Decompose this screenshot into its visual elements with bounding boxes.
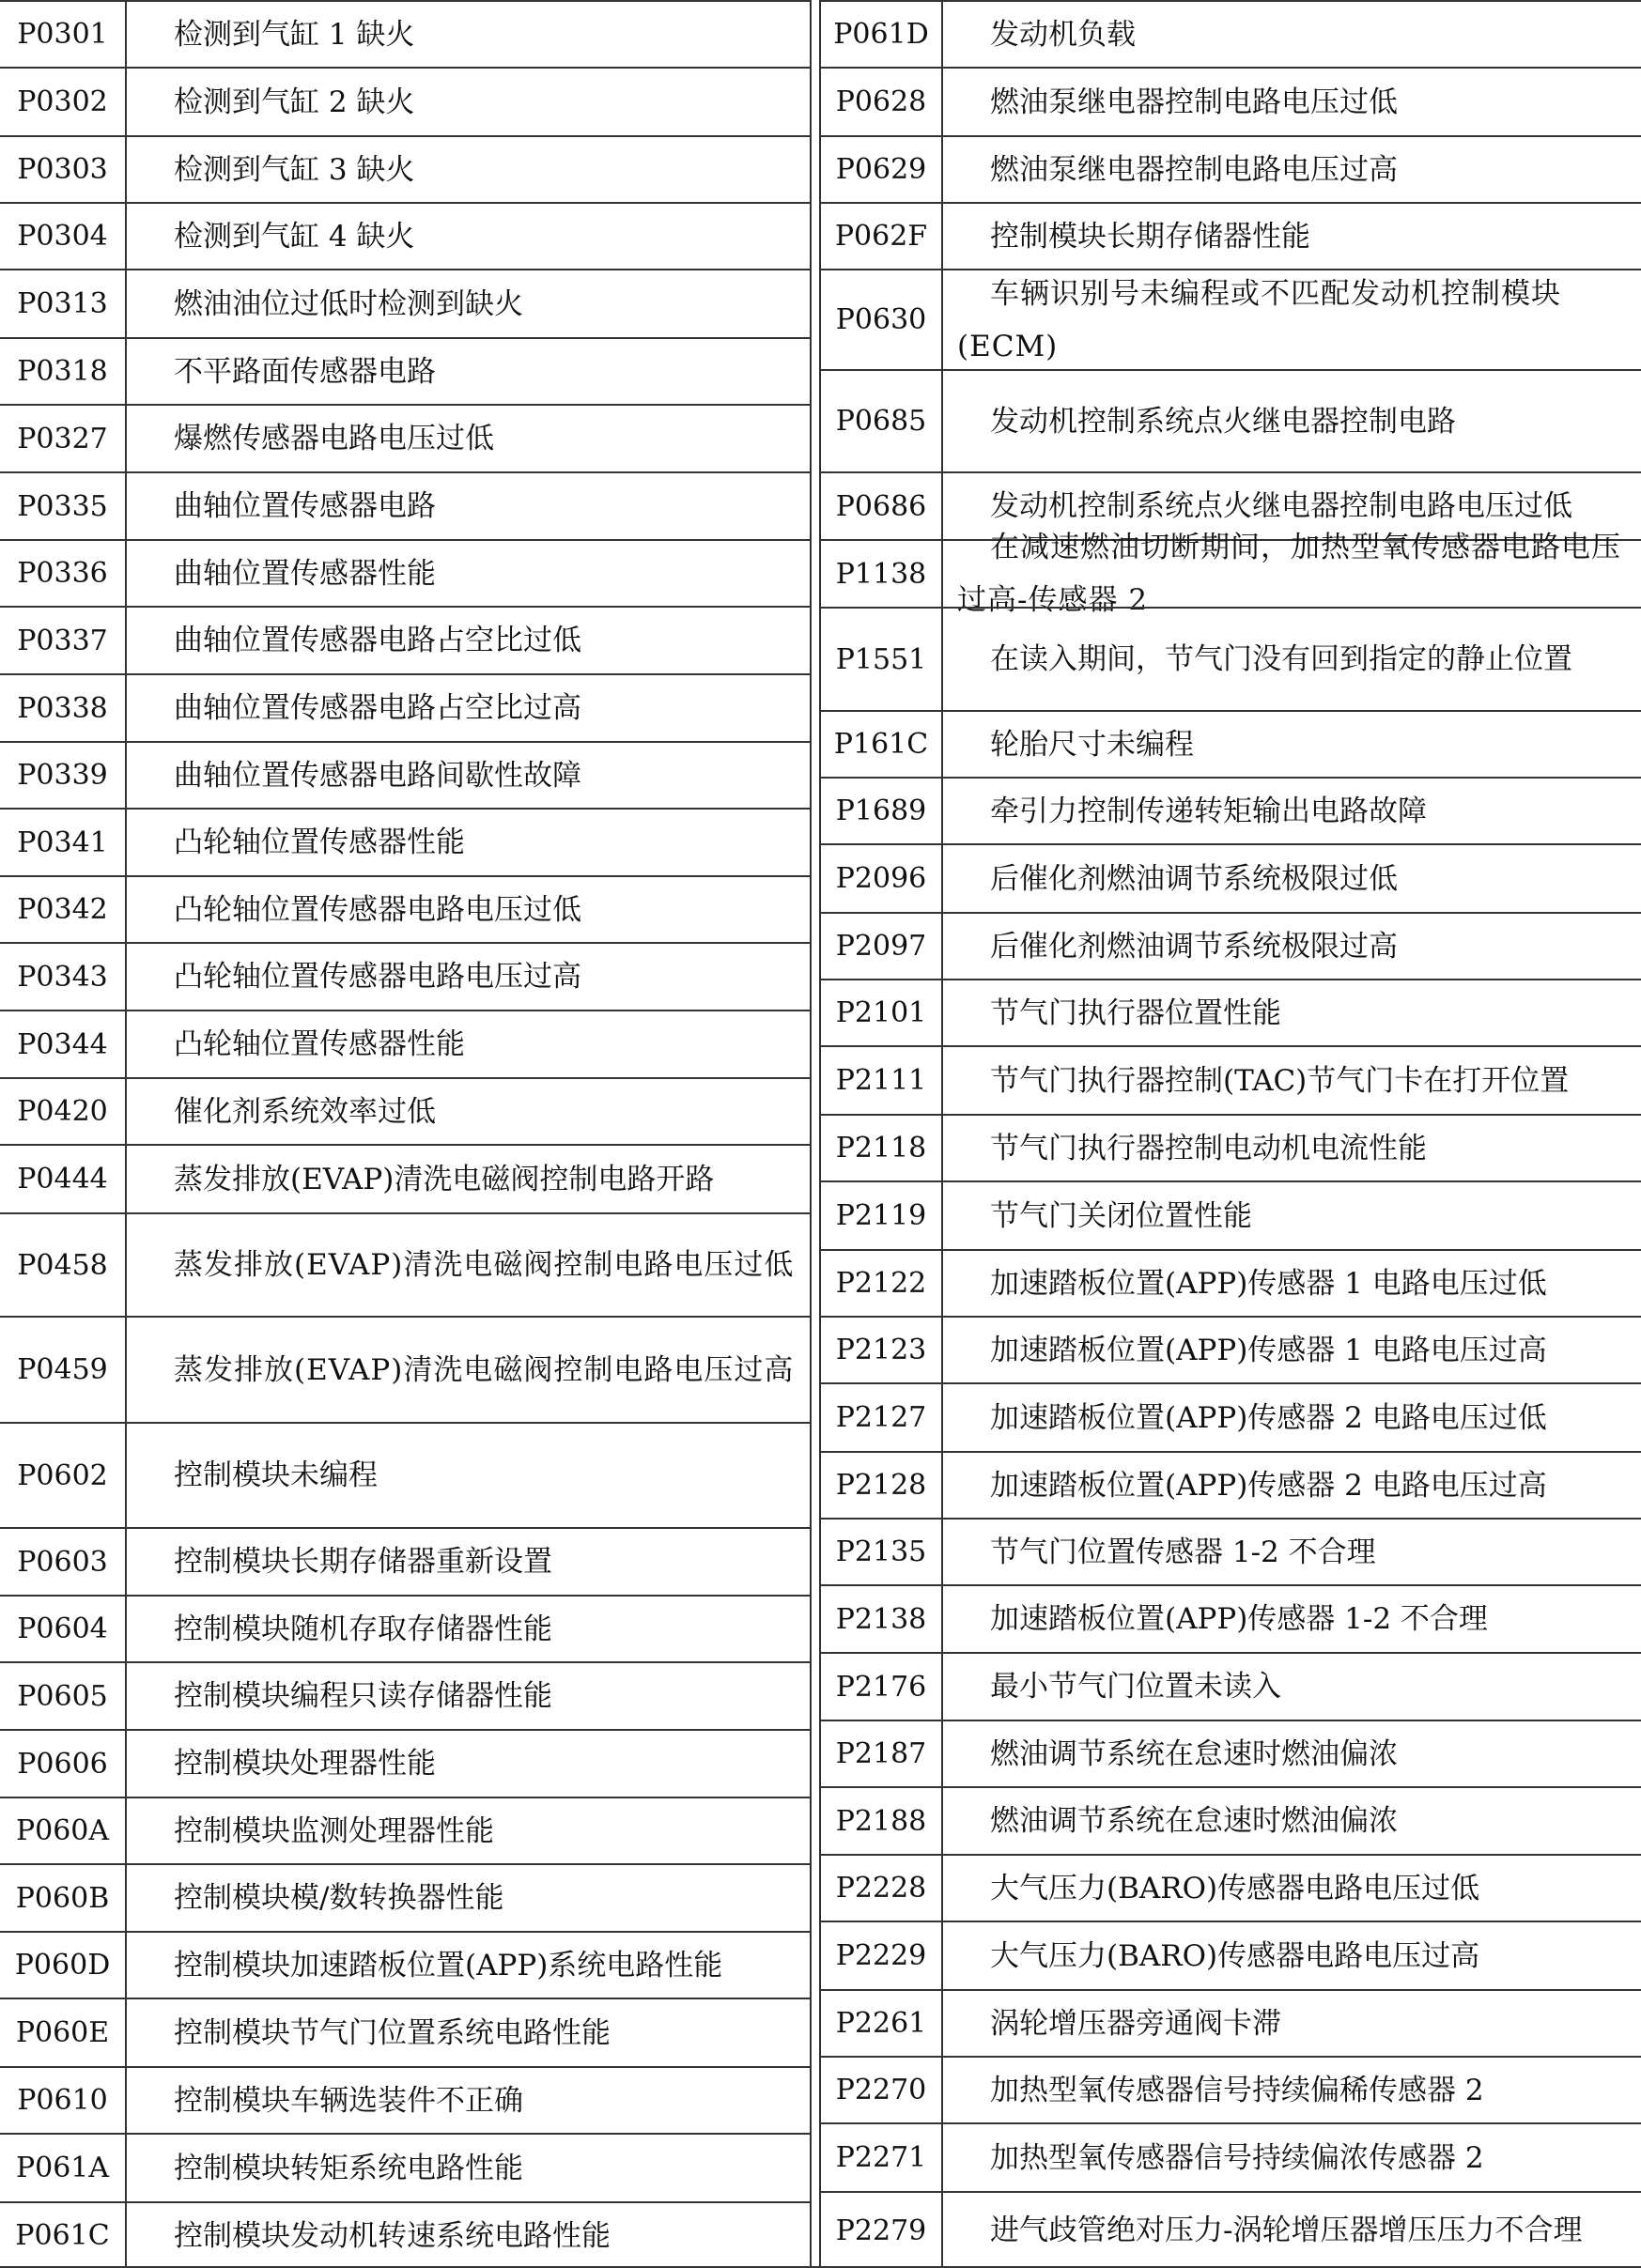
dtc-description: 曲轴位置传感器电路占空比过低 [174, 624, 581, 657]
dtc-code: P2261 [821, 1991, 943, 2056]
dtc-code: P2101 [821, 980, 943, 1045]
dtc-description: 燃油调节系统在怠速时燃油偏浓 [990, 1804, 1398, 1838]
dtc-description: 燃油调节系统在怠速时燃油偏浓 [990, 1736, 1398, 1771]
table-row [821, 531, 1641, 617]
dtc-description: 节气门关闭位置性能 [990, 1198, 1252, 1233]
dtc-code: P2279 [821, 2193, 943, 2268]
dtc-description: 蒸发排放(EVAP)清洗电磁阀控制电路开路 [174, 1162, 715, 1196]
dtc-description: 控制模块发动机转速系统电路性能 [174, 2218, 611, 2253]
dtc-code: P1551 [821, 609, 943, 710]
table-row [821, 1180, 1641, 1249]
table-row [0, 1212, 810, 1316]
dtc-code: P2128 [821, 1453, 943, 1518]
table-row [821, 1382, 1641, 1451]
dtc-code: P0606 [0, 1731, 127, 1797]
dtc-description [943, 531, 1641, 617]
dtc-description: 凸轮轴位置传感器电路电压过高 [174, 960, 581, 994]
table-row [821, 2122, 1641, 2191]
dtc-code: P0343 [0, 944, 127, 1010]
dtc-description: 涡轮增压器旁通阀卡滞 [990, 2006, 1281, 2041]
dtc-description: 控制模块模/数转换器性能 [174, 1881, 504, 1915]
table-row [821, 979, 1641, 1045]
table-row [821, 2191, 1641, 2268]
dtc-code: P2135 [821, 1520, 943, 1584]
dtc-description: 控制模块长期存储器性能 [990, 219, 1310, 254]
dtc-code: P0604 [0, 1597, 127, 1661]
dtc-description: 控制模块未编程 [174, 1458, 378, 1492]
dtc-code: P0327 [0, 406, 127, 471]
dtc-code: P060B [0, 1865, 127, 1931]
table-row [0, 269, 810, 337]
dtc-description-text: 车辆识别号未编程或不匹配发动机控制模块(ECM) [957, 276, 1561, 363]
dtc-description: 轮胎尺寸未编程 [990, 727, 1194, 762]
dtc-description: 最小节气门位置未读入 [990, 1670, 1281, 1704]
dtc-description: 爆燃传感器电路电压过低 [174, 422, 494, 455]
dtc-code: P2123 [821, 1318, 943, 1382]
dtc-description [127, 1318, 810, 1422]
dtc-code: P1689 [821, 779, 943, 843]
dtc-description: 控制模块转矩系统电路性能 [174, 2151, 523, 2185]
dtc-code: P0301 [0, 2, 127, 67]
dtc-code: P1138 [821, 541, 943, 607]
dtc-code: P0444 [0, 1146, 127, 1212]
dtc-code: P0685 [821, 371, 943, 471]
dtc-code: P2138 [821, 1586, 943, 1652]
table-row [0, 2133, 810, 2201]
dtc-code: P0602 [0, 1424, 127, 1527]
table-row [0, 1422, 810, 1527]
dtc-description: 发动机控制系统点火继电器控制电路电压过低 [990, 489, 1572, 523]
table-row [821, 1045, 1641, 1114]
table-row [0, 808, 810, 875]
dtc-description: 检测到气缸 3 缺火 [174, 152, 415, 187]
table-row [821, 1854, 1641, 1921]
dtc-code: P2270 [821, 2058, 943, 2122]
table-row [0, 1998, 810, 2066]
dtc-code: P061C [0, 2203, 127, 2268]
table-row [821, 67, 1641, 135]
dtc-code: P0318 [0, 339, 127, 404]
dtc-code: P0302 [0, 69, 127, 135]
dtc-description: 燃油油位过低时检测到缺火 [174, 286, 523, 321]
column-divider-inner [819, 0, 821, 2268]
dtc-description: 加速踏板位置(APP)传感器 1-2 不合理 [990, 1602, 1488, 1636]
table-row [0, 942, 810, 1010]
dtc-code: P0420 [0, 1079, 127, 1144]
dtc-description: 牵引力控制传递转矩输出电路故障 [990, 794, 1427, 828]
dtc-code: P0605 [0, 1663, 127, 1729]
dtc-code: P0337 [0, 608, 127, 673]
table-row [821, 2056, 1641, 2122]
dtc-description: 节气门执行器位置性能 [990, 995, 1281, 1030]
dtc-description: 大气压力(BARO)传感器电路电压过低 [990, 1871, 1480, 1905]
dtc-code: P061A [0, 2135, 127, 2201]
table-row [821, 135, 1641, 202]
dtc-description: 凸轮轴位置传感器性能 [174, 825, 465, 859]
dtc-code: P0610 [0, 2068, 127, 2133]
dtc-description: 曲轴位置传感器电路占空比过高 [174, 691, 581, 725]
table-row [821, 1989, 1641, 2056]
table-row [0, 2066, 810, 2133]
table-row [0, 135, 810, 202]
table-row [821, 1518, 1641, 1584]
dtc-description: 后催化剂燃油调节系统极限过高 [990, 929, 1398, 964]
table-row [0, 67, 810, 135]
dtc-description: 发动机负载 [990, 17, 1136, 52]
dtc-description: 加热型氧传感器信号持续偏稀传感器 2 [990, 2073, 1484, 2107]
table-row [821, 843, 1641, 912]
dtc-description-text: 在减速燃油切断期间，加热型氧传感器电路电压过高-传感器 2 [957, 531, 1621, 617]
dtc-code: P2271 [821, 2124, 943, 2191]
dtc-description: 控制模块监测处理器性能 [174, 1813, 494, 1848]
dtc-code: P0344 [0, 1011, 127, 1077]
table-row [821, 710, 1641, 777]
dtc-description [127, 1214, 810, 1316]
dtc-description: 催化剂系统效率过低 [174, 1094, 436, 1129]
dtc-description: 加速踏板位置(APP)传感器 1 电路电压过高 [990, 1333, 1547, 1367]
dtc-description: 发动机控制系统点火继电器控制电路 [990, 404, 1456, 439]
table-row [0, 1931, 810, 1998]
table-row [0, 875, 810, 942]
dtc-description: 控制模块随机存取存储器性能 [174, 1612, 552, 1646]
table-row [0, 1316, 810, 1422]
table-row [821, 1451, 1641, 1518]
dtc-code: P0341 [0, 810, 127, 875]
dtc-code: P2229 [821, 1922, 943, 1989]
table-row [821, 1249, 1641, 1316]
dtc-description: 节气门位置传感器 1-2 不合理 [990, 1535, 1376, 1569]
dtc-description: 大气压力(BARO)传感器电路电压过高 [990, 1938, 1480, 1973]
table-row [0, 337, 810, 404]
table-row [821, 202, 1641, 269]
dtc-description: 曲轴位置传感器电路 [174, 489, 436, 523]
dtc-description: 加速踏板位置(APP)传感器 2 电路电压过低 [990, 1400, 1547, 1435]
dtc-description: 控制模块长期存储器重新设置 [174, 1545, 552, 1579]
dtc-code: P2228 [821, 1856, 943, 1921]
dtc-code: P060A [0, 1798, 127, 1863]
table-row [0, 1010, 810, 1077]
dtc-code: P061D [821, 2, 943, 67]
dtc-code: P0304 [0, 204, 127, 269]
dtc-description: 节气门执行器控制(TAC)节气门卡在打开位置 [990, 1063, 1570, 1098]
table-row [0, 539, 810, 606]
dtc-code: P0313 [0, 270, 127, 337]
table-row [821, 607, 1641, 710]
dtc-description [943, 270, 1641, 369]
dtc-code: P062F [821, 204, 943, 269]
dtc-code: P0628 [821, 69, 943, 135]
dtc-code: P0459 [0, 1318, 127, 1422]
dtc-description: 节气门执行器控制电动机电流性能 [990, 1131, 1427, 1165]
dtc-description: 凸轮轴位置传感器电路电压过低 [174, 892, 581, 927]
table-row [0, 404, 810, 471]
dtc-description-text: 蒸发排放(EVAP)清洗电磁阀控制电路电压过高 [174, 1352, 795, 1387]
dtc-description: 后催化剂燃油调节系统极限过低 [990, 861, 1398, 896]
dtc-code: P2119 [821, 1182, 943, 1249]
dtc-code: P060D [0, 1933, 127, 1998]
dtc-code: P0338 [0, 675, 127, 741]
table-row [0, 1077, 810, 1144]
dtc-description: 控制模块编程只读存储器性能 [174, 1679, 552, 1713]
dtc-description: 控制模块节气门位置系统电路性能 [174, 2015, 611, 2050]
table-row [821, 1720, 1641, 1786]
table-row [821, 777, 1641, 843]
table-row [821, 1652, 1641, 1720]
table-row [0, 1797, 810, 1863]
table-row [0, 202, 810, 269]
table-row [821, 1316, 1641, 1382]
dtc-description-text: 蒸发排放(EVAP)清洗电磁阀控制电路电压过低 [174, 1248, 795, 1282]
dtc-code: P2127 [821, 1384, 943, 1451]
dtc-description: 加速踏板位置(APP)传感器 1 电路电压过低 [990, 1266, 1547, 1301]
dtc-code: P2111 [821, 1047, 943, 1114]
dtc-description: 控制模块处理器性能 [174, 1747, 436, 1781]
table-row [0, 1863, 810, 1931]
table-row [821, 269, 1641, 369]
table-row [821, 0, 1641, 67]
dtc-description: 不平路面传感器电路 [174, 354, 436, 389]
table-row [821, 1786, 1641, 1854]
dtc-code: P0629 [821, 137, 943, 202]
dtc-code: P060E [0, 1999, 127, 2066]
dtc-description: 检测到气缸 2 缺火 [174, 85, 415, 119]
dtc-code: P2176 [821, 1654, 943, 1720]
dtc-code: P0603 [0, 1529, 127, 1595]
table-row [821, 369, 1641, 471]
dtc-code: P0458 [0, 1214, 127, 1316]
table-row [0, 1144, 810, 1212]
table-row [0, 673, 810, 741]
dtc-code: P0686 [821, 473, 943, 539]
dtc-description: 加热型氧传感器信号持续偏浓传感器 2 [990, 2140, 1484, 2175]
table-row [0, 1661, 810, 1729]
table-row [821, 1584, 1641, 1652]
table-row [0, 741, 810, 808]
table-row [0, 1729, 810, 1797]
dtc-description: 检测到气缸 1 缺火 [174, 17, 415, 52]
dtc-description: 控制模块车辆选装件不正确 [174, 2083, 523, 2118]
table-row [0, 2201, 810, 2268]
dtc-description: 进气歧管绝对压力-涡轮增压器增压压力不合理 [990, 2214, 1583, 2247]
dtc-code: P2096 [821, 845, 943, 912]
table-row [821, 912, 1641, 979]
dtc-description: 燃油泵继电器控制电路电压过低 [990, 85, 1398, 119]
dtc-code: P2187 [821, 1721, 943, 1786]
dtc-description: 燃油泵继电器控制电路电压过高 [990, 152, 1398, 187]
dtc-description: 检测到气缸 4 缺火 [174, 219, 415, 254]
table-row [821, 1114, 1641, 1180]
dtc-code: P0339 [0, 743, 127, 808]
dtc-description: 加速踏板位置(APP)传感器 2 电路电压过高 [990, 1468, 1547, 1503]
dtc-description: 在读入期间，节气门没有回到指定的静止位置 [990, 642, 1572, 676]
dtc-description: 凸轮轴位置传感器性能 [174, 1027, 465, 1061]
dtc-description: 曲轴位置传感器电路间歇性故障 [174, 758, 581, 793]
table-row [0, 606, 810, 673]
dtc-description: 控制模块加速踏板位置(APP)系统电路性能 [174, 1948, 723, 1983]
dtc-code: P0342 [0, 877, 127, 942]
dtc-code: P2118 [821, 1116, 943, 1180]
table-row [0, 0, 810, 67]
dtc-code: P2188 [821, 1788, 943, 1854]
dtc-code: P2122 [821, 1251, 943, 1316]
table-row [0, 1527, 810, 1595]
dtc-code: P0303 [0, 137, 127, 202]
dtc-code: P161C [821, 712, 943, 777]
table-row [821, 1921, 1641, 1989]
dtc-code: P2097 [821, 914, 943, 979]
column-divider [810, 0, 812, 2268]
dtc-code: P0630 [821, 270, 943, 369]
table-row [0, 471, 810, 539]
dtc-code: P0336 [0, 541, 127, 606]
dtc-code: P0335 [0, 473, 127, 539]
table-row [0, 1595, 810, 1661]
dtc-description: 曲轴位置传感器性能 [174, 556, 436, 591]
